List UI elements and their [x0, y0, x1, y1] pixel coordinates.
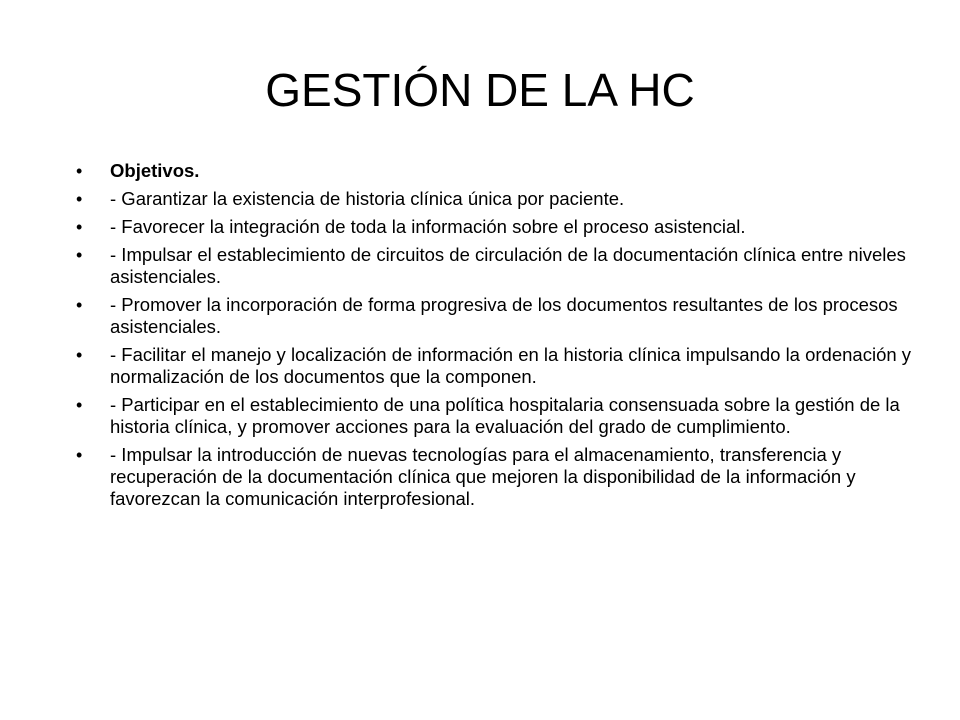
bullet-text: - Favorecer la integración de toda la información sobre el proceso asistencial. [110, 216, 746, 237]
bullet-icon: • [76, 295, 83, 315]
bullet-list [72, 160, 932, 516]
bullet-text: - Facilitar el manejo y localización de información en la historia clínica impulsando la ordenación y normalización de los documentos que la componen. [110, 344, 912, 387]
bullet-item [72, 394, 932, 438]
bullet-text: - Impulsar el establecimiento de circuitos de circulación de la documentación clínica entre niveles asistenciales. [110, 244, 906, 287]
bullet-icon: • [76, 345, 83, 365]
bullet-text: - Impulsar la introducción de nuevas tecnologías para el almacenamiento, transferencia y recuperación de la documentación clínica que mejoren la disponibilidad de la información y favorezcan la comunicación interprofesional. [110, 444, 856, 509]
bullet-icon: • [76, 189, 83, 209]
slide-title: GESTIÓN DE LA HC [265, 64, 695, 116]
bullet-item [72, 344, 932, 388]
bullet-icon: • [76, 161, 83, 181]
bullet-icon: • [76, 445, 83, 465]
bullet-item [72, 188, 932, 210]
bullet-icon: • [76, 217, 83, 237]
bullet-text: Objetivos. [110, 160, 200, 181]
bullet-item-objectives [72, 160, 932, 182]
bullet-item [72, 444, 932, 510]
bullet-icon: • [76, 395, 83, 415]
bullet-item [72, 294, 932, 338]
bullet-text: - Participar en el establecimiento de una política hospitalaria consensuada sobre la gestión de la historia clínica, y promover acciones para la evaluación del grado de cumplimiento. [110, 394, 900, 437]
bullet-text: - Promover la incorporación de forma progresiva de los documentos resultantes de los procesos asistenciales. [110, 294, 898, 337]
bullet-icon: • [76, 245, 83, 265]
bullet-text: - Garantizar la existencia de historia clínica única por paciente. [110, 188, 625, 209]
bullet-item [72, 244, 932, 288]
bullet-item [72, 216, 932, 238]
